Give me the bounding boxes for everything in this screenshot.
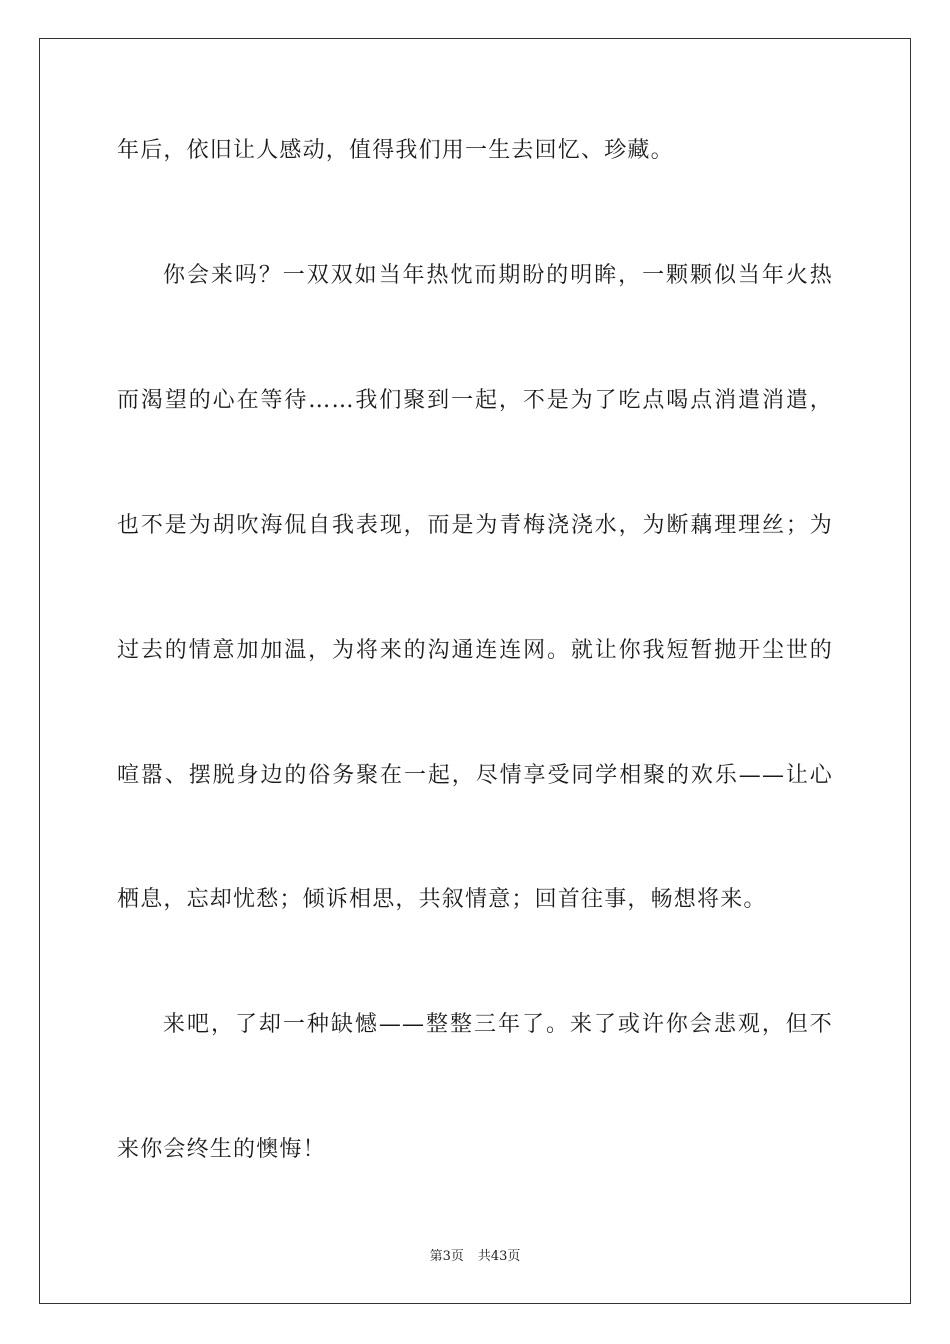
text-line-3: 而渴望的心在等待……我们聚到一起，不是为了吃点喝点消遣消遣，	[117, 388, 833, 413]
page-number: 第3页	[429, 1249, 464, 1264]
page-footer	[0, 1248, 950, 1266]
text-line-1: 年后，依旧让人感动，值得我们用一生去回忆、珍藏。	[117, 138, 674, 163]
page-border	[39, 38, 911, 1304]
text-line-5: 过去的情意加加温，为将来的沟通连连网。就让你我短暂抛开尘世的	[117, 638, 833, 663]
text-line-7: 栖息，忘却忧愁；倾诉相思，共叙情意；回首往事，畅想将来。	[117, 887, 767, 912]
text-line-4: 也不是为胡吹海侃自我表现，而是为青梅浇浇水，为断藕理理丝；为	[117, 513, 833, 538]
text-line-8: 来吧，了却一种缺憾——整整三年了。来了或许你会悲观，但不	[163, 1012, 833, 1037]
text-line-9: 来你会终生的懊悔！	[117, 1137, 326, 1162]
text-line-6: 喧嚣、摆脱身边的俗务聚在一起，尽情享受同学相聚的欢乐——让心	[117, 763, 833, 788]
page-total: 共43页	[477, 1249, 521, 1264]
text-line-2: 你会来吗？一双双如当年热忱而期盼的明眸，一颗颗似当年火热	[163, 263, 833, 288]
